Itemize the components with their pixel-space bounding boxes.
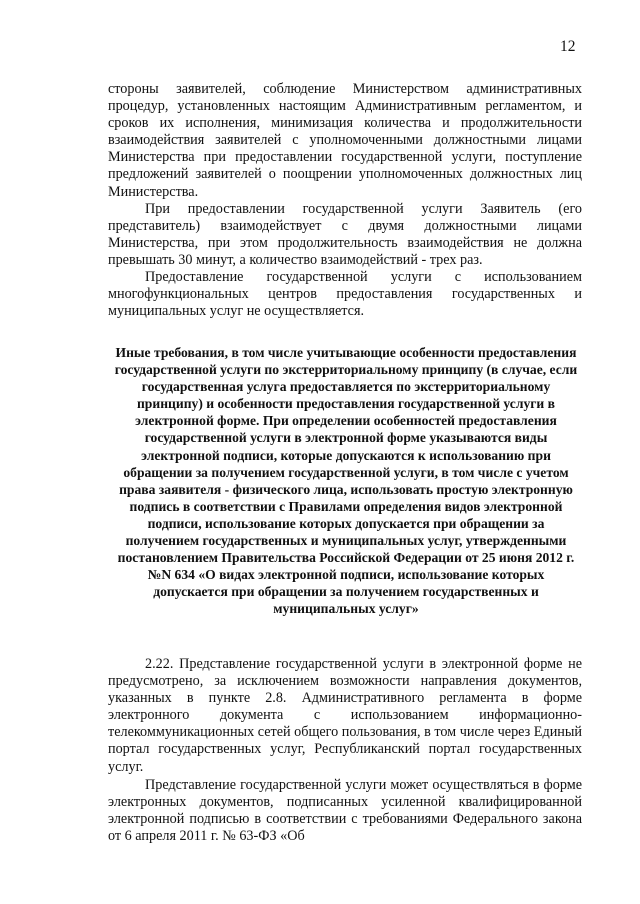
paragraph-mfc: Предоставление государственной услуги с использованием многофункциональных центров предоставления государственных и муниципальных услуг не осуществляется. bbox=[108, 269, 582, 320]
paragraph-2-22: 2.22. Представление государственной услуги в электронной форме не предусмотрено, за исключением возможности направления документов, указанных в пункте 2.8. Административного регламента в форме электронного документа с использованием информационно-телекоммуникационных сетей общего пользования, в том числе через Единый портал государственных услуг, Республиканский портал государственных услуг. bbox=[108, 656, 582, 775]
paragraph-continuation: стороны заявителей, соблюдение Министерством административных процедур, установленных настоящим Административным регламентом, и сроков их исполнения, минимизация количества и продолжительности взаимодействия заявителей с уполномоченными должностными лицами Министерства при предоставлении государственной услуги, поступление предложений заявителей о поощрении уполномоченных должностных лиц Министерства. bbox=[108, 81, 582, 200]
page-number: 12 bbox=[560, 38, 576, 55]
section-heading: Иные требования, в том числе учитывающие особенности предоставления государственной услуги по экстерриториальному принципу (в случае, если государственная услуга предоставляется по экстерриториальному принципу) и особенности предоставления государственной услуги в электронной форме. При определении особенностей предоставления государственной услуги в электронной форме указываются виды электронной подписи, которые допускаются к использованию при обращении за получением государственной услуги, в том числе с учетом права заявителя - физического лица, использовать простую электронную подпись в соответствии с Правилами определения видов электронной подписи, использование которых допускается при обращении за получением государственных и муниципальных услуг, утвержденными постановлением Правительства Российской Федерации от 25 июня 2012 г. №N 634 «О видах электронной подписи, использование которых допускается при обращении за получением государственных и муниципальных услуг» bbox=[114, 345, 578, 617]
paragraph-electronic-signature: Представление государственной услуги может осуществляться в форме электронных документов, подписанных усиленной квалифицированной электронной подписью в соответствии с требованиями Федерального закона от 6 апреля 2011 г. № 63-ФЗ «Об bbox=[108, 776, 582, 844]
paragraph-interaction: При предоставлении государственной услуги Заявитель (его представитель) взаимодействует с двумя должностными лицами Министерства, при этом продолжительность взаимодействия не должна превышать 30 минут, а количество взаимодействий - трех раз. bbox=[108, 200, 582, 268]
body-text-top bbox=[108, 81, 582, 320]
body-text-bottom bbox=[108, 656, 582, 845]
